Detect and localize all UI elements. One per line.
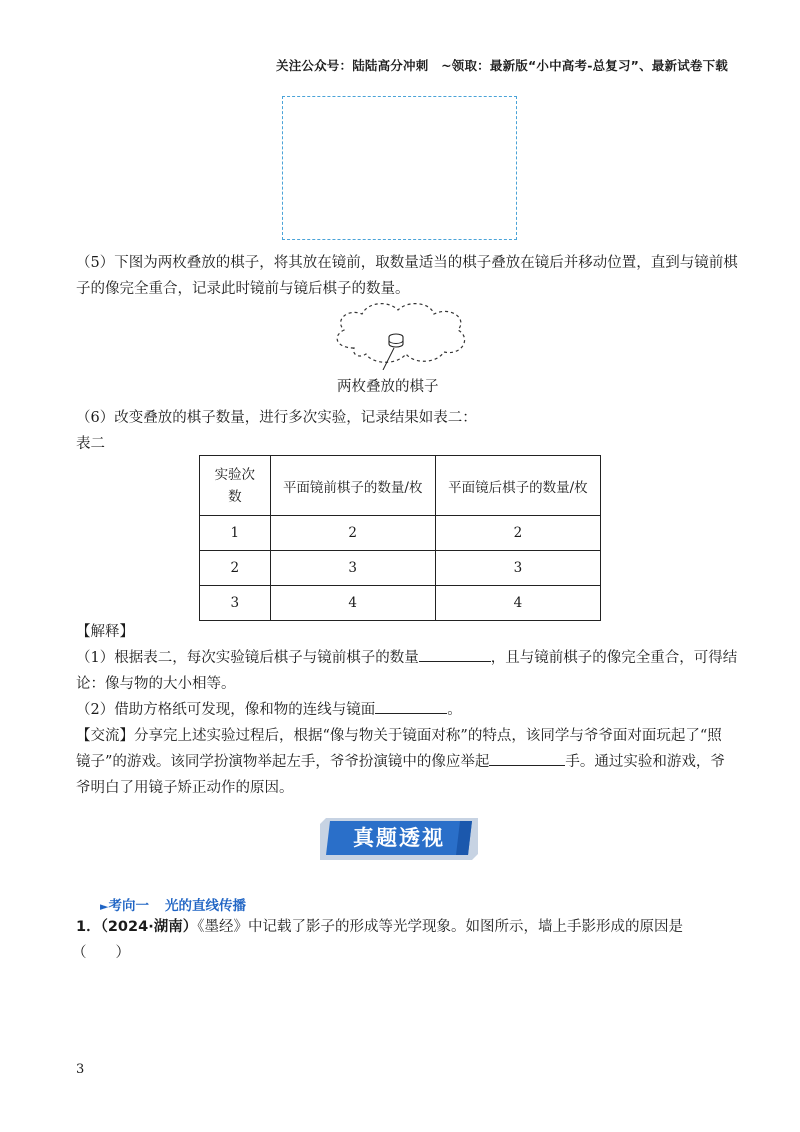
section-banner [320, 818, 478, 860]
table-row [200, 586, 601, 621]
section-title: ►考向一 光的直线传播 [100, 898, 246, 914]
figure-caption: 两枚叠放的棋子 [337, 379, 439, 395]
table-cell: 2 [435, 516, 600, 551]
pointer-line [383, 348, 394, 370]
chess-piece-icon [389, 334, 403, 347]
table-cell: 4 [435, 586, 600, 621]
table-cell: 2 [270, 516, 435, 551]
table-2 [199, 455, 601, 621]
table-cell: 3 [435, 551, 600, 586]
exchange-line2: 镜子”的游戏。该同学扮演物举起左手，爷爷扮演镜中的像应举起 手。通过实验和游戏，爷 [76, 749, 725, 775]
question-1: 1．（2024·湖南）《墨经》中记载了影子的形成等光学现象。如图所示，墙上手影形成的原因是 [76, 919, 683, 935]
table-cell: 3 [200, 586, 271, 621]
image-placeholder-box [282, 96, 517, 240]
banner-title: 真题透视 [353, 826, 445, 850]
answer-blank-2[interactable] [375, 698, 447, 714]
table-label: 表二 [76, 436, 105, 452]
table-cell: 4 [270, 586, 435, 621]
triangle-right-icon: ► [100, 900, 109, 913]
table-header-cell: 实验次数 [200, 456, 271, 516]
explain-q2: （2）借助方格纸可发现，像和物的连线与镜面 。 [76, 697, 462, 723]
table-cell: 3 [270, 551, 435, 586]
answer-blank-3[interactable] [489, 750, 565, 766]
chess-pieces-figure [326, 298, 476, 370]
page-header: 关注公众号：陆陆高分冲刺 ~领取：最新版“小中高考-总复习”、最新试卷下载 [276, 58, 728, 73]
table-row [200, 516, 601, 551]
table-row [200, 551, 601, 586]
step5-line2: 子的像完全重合，记录此时镜前与镜后棋子的数量。 [76, 281, 410, 297]
answer-blank-1[interactable] [419, 646, 491, 662]
explain-title: 【解释】 [76, 624, 134, 640]
thought-cloud-shape [337, 304, 464, 363]
table-cell: 2 [200, 551, 271, 586]
table-header-cell: 平面镜前棋子的数量/枚 [270, 456, 435, 516]
table-header-row [200, 456, 601, 516]
step6-line1: （6）改变叠放的棋子数量，进行多次实验，记录结果如表二： [76, 410, 477, 426]
exchange-line1: 【交流】分享完上述实验过程后，根据“像与物关于镜面对称”的特点，该同学与爷爷面对面玩起了“照 [76, 728, 722, 744]
explain-q1-line1: （1）根据表二，每次实验镜后棋子与镜前棋子的数量 ，且与镜前棋子的像完全重合，可得结 [76, 645, 737, 671]
explain-q1-line2: 论：像与物的大小相等。 [76, 676, 236, 692]
table-cell: 1 [200, 516, 271, 551]
table-header-cell: 平面镜后棋子的数量/枚 [435, 456, 600, 516]
page-number: 3 [76, 1062, 85, 1077]
exchange-line3: 爷明白了用镜子矫正动作的原因。 [76, 780, 294, 796]
question-1-paren: （ ） [72, 945, 130, 961]
step5-line1: （5）下图为两枚叠放的棋子，将其放在镜前，取数量适当的棋子叠放在镜后并移动位置，直到与镜前棋 [76, 255, 738, 271]
